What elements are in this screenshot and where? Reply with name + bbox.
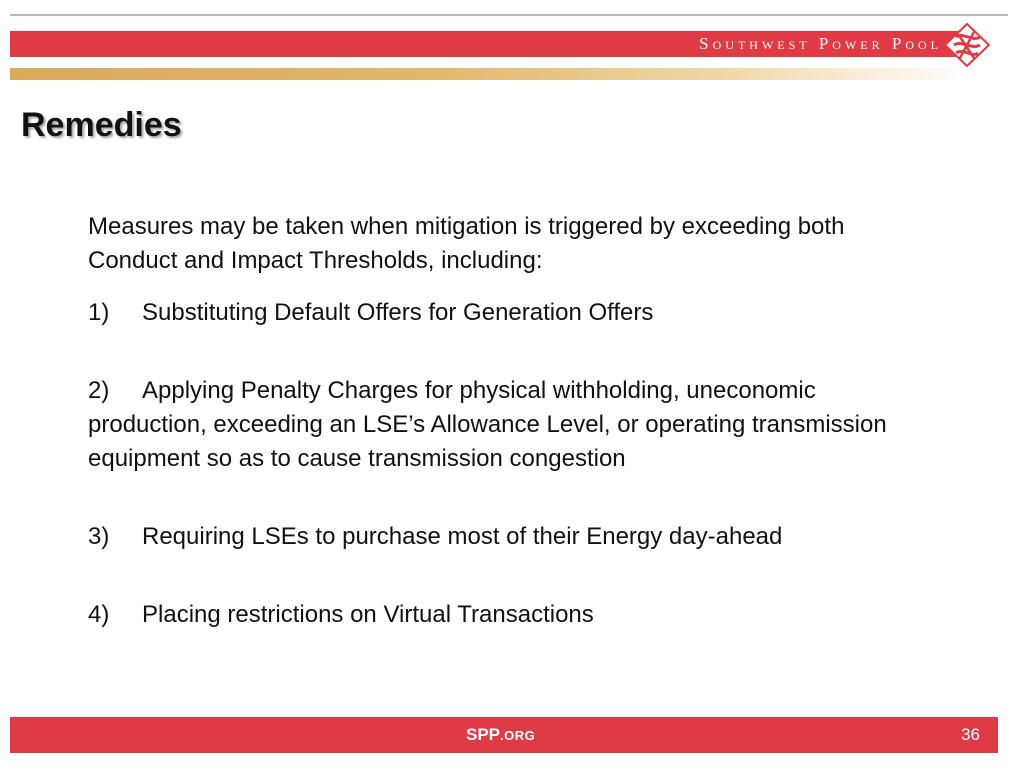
list-item — [88, 598, 938, 632]
footer-website — [466, 717, 535, 753]
page-number: 36 — [961, 725, 980, 744]
top-divider — [10, 14, 1008, 16]
slide-title: Remedies — [21, 106, 182, 144]
footer-site-main: SPP — [466, 725, 501, 744]
list-text: Applying Penalty Charges for physical withholding, uneconomic production, exceeding an LSE’s Allowance Level, or operating transmission equipment so as to cause transmission congestion — [88, 377, 887, 472]
list-item — [88, 374, 938, 476]
spp-logo-icon — [942, 22, 992, 68]
list-number: 2) — [88, 377, 110, 404]
list-number: 1) — [88, 299, 110, 326]
list-number: 4) — [88, 601, 110, 628]
list-item — [88, 520, 938, 554]
list-text: Requiring LSEs to purchase most of their Energy day-ahead — [142, 523, 783, 550]
slide-content — [88, 210, 938, 676]
list-text: Substituting Default Offers for Generation Offers — [142, 299, 654, 326]
list-item — [88, 296, 938, 330]
footer-site-suffix: .ORG — [500, 728, 536, 743]
list-text: Placing restrictions on Virtual Transactions — [142, 601, 594, 628]
gold-band — [10, 68, 970, 80]
company-name: Southwest Power Pool — [699, 34, 942, 53]
intro-paragraph: Measures may be taken when mitigation is triggered by exceeding both Conduct and Impact Thresholds, including: — [88, 213, 845, 274]
list-number: 3) — [88, 523, 110, 550]
